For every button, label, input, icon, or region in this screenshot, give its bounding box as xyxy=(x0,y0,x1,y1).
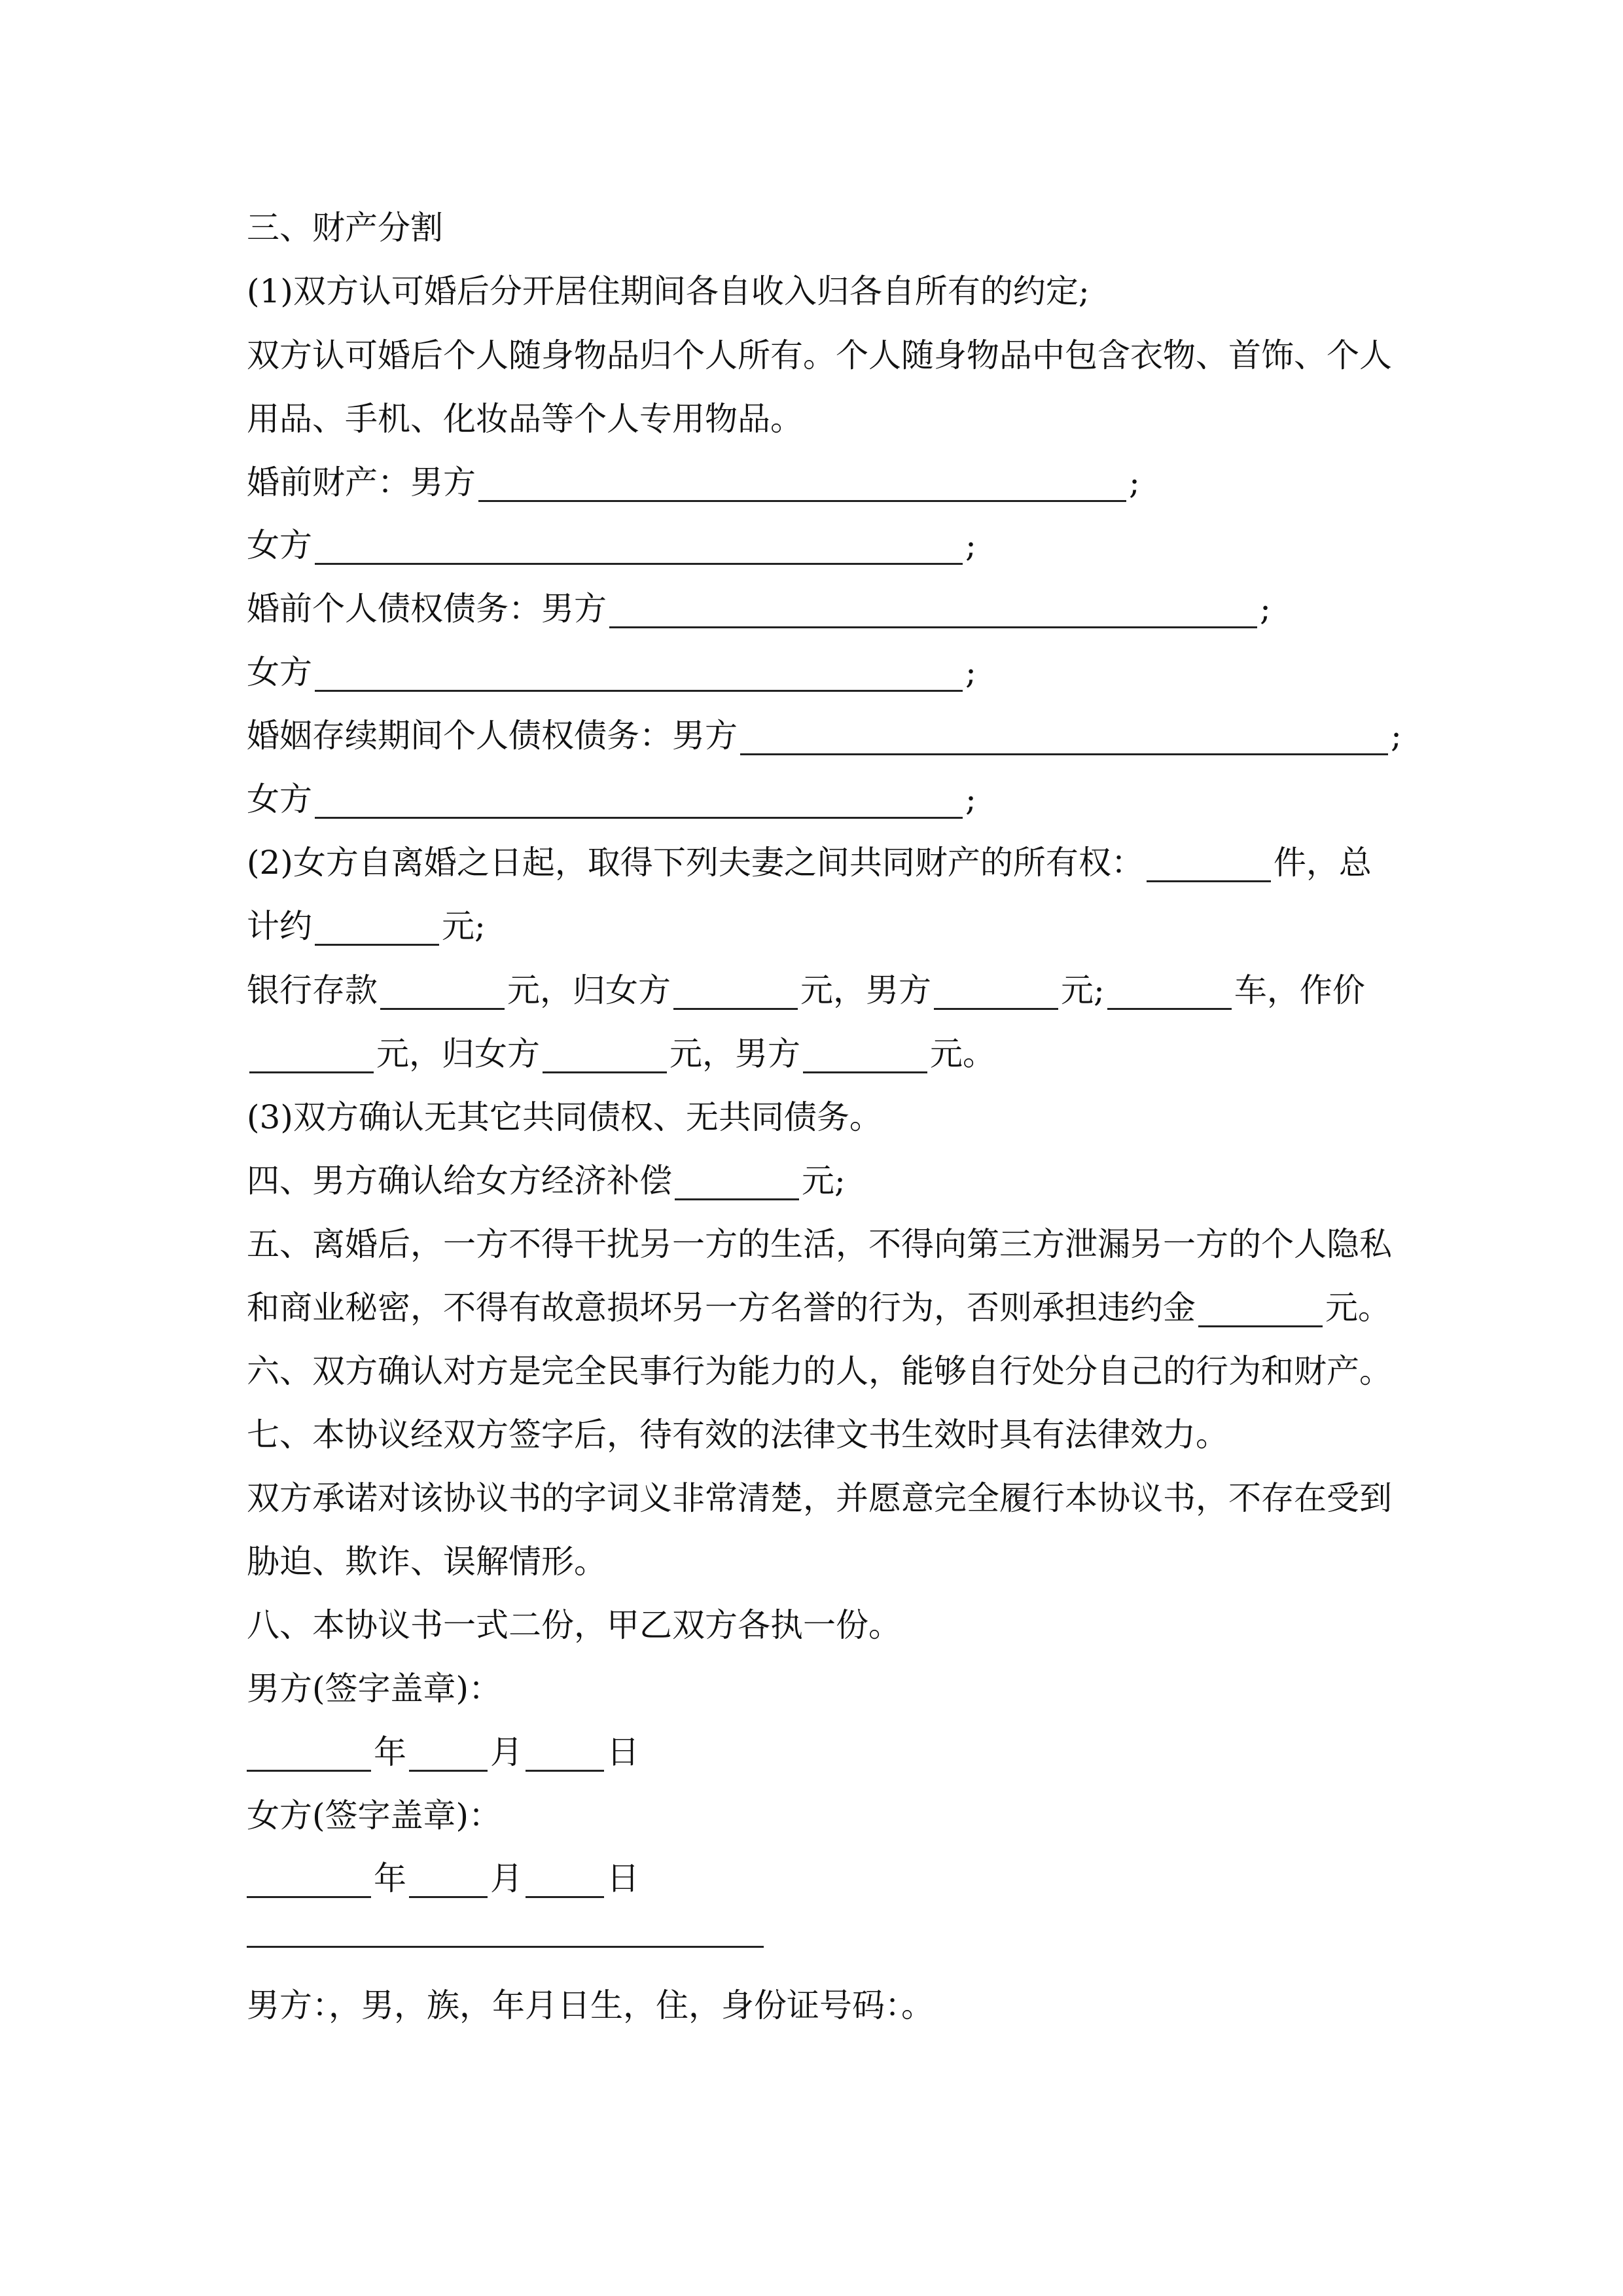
section-3-item-3: (3)双方确认无其它共同债权、无共同债务。 xyxy=(247,1098,882,1136)
premarital-debt-male-label: 婚前个人债权债务：男方 xyxy=(247,590,607,628)
marriage-debt-male-label: 婚姻存续期间个人债权债务：男方 xyxy=(247,717,738,755)
section-3-item-2-line-b: 计约 元; xyxy=(247,907,486,945)
property-total-blank[interactable] xyxy=(315,912,439,946)
marriage-debt-male-row: 婚姻存续期间个人债权债务：男方 ; xyxy=(247,717,1402,755)
car-value-row: 元，归女方 元，男方 元。 xyxy=(247,1034,995,1073)
female-signature-date: 年 月 日 xyxy=(247,1859,639,1898)
separator-line xyxy=(247,1922,764,1962)
section-3-item-2-line-a: (2)女方自离婚之日起，取得下列夫妻之间共同财产的所有权： 件，总 xyxy=(247,844,1372,882)
section-5-line-b: 和商业秘密，不得有故意损坏另一方名誉的行为，否则承担违约金 元。 xyxy=(247,1289,1391,1327)
bank-deposit-total-blank[interactable] xyxy=(380,977,505,1010)
bank-deposit-female-blank[interactable] xyxy=(673,977,798,1010)
premarital-debt-male-row: 婚前个人债权债务：男方 ; xyxy=(247,590,1271,628)
premarital-property-female-row: 女方 ; xyxy=(247,526,976,564)
commitment-line-b: 胁迫、欺诈、误解情形。 xyxy=(247,1543,607,1581)
car-female-blank[interactable] xyxy=(543,1040,667,1073)
premarital-property-male-label: 婚前财产：男方 xyxy=(247,463,476,501)
premarital-debt-female-blank[interactable] xyxy=(315,658,963,692)
bank-deposit-row: 银行存款 元，归女方 元，男方 元; 车，作价 xyxy=(247,971,1365,1009)
commitment-line-a: 双方承诺对该协议书的字词义非常清楚，并愿意完全履行本协议书，不存在受到 xyxy=(247,1479,1392,1517)
female-year-blank[interactable] xyxy=(247,1865,371,1898)
property-count-blank[interactable] xyxy=(1147,849,1271,882)
car-blank[interactable] xyxy=(1107,977,1232,1010)
section-5-line-a: 五、离婚后，一方不得干扰另一方的生活，不得向第三方泄漏另一方的个人隐私 xyxy=(247,1225,1392,1263)
marriage-debt-male-blank[interactable] xyxy=(740,722,1388,755)
premarital-property-male-blank[interactable] xyxy=(478,469,1126,502)
premarital-property-female-label: 女方 xyxy=(247,526,312,564)
marriage-debt-female-row: 女方 ; xyxy=(247,780,976,818)
section-7: 七、本协议经双方签字后，待有效的法律文书生效时具有法律效力。 xyxy=(247,1416,1228,1454)
male-signature-label: 男方(签字盖章)： xyxy=(247,1670,502,1708)
dash-separator xyxy=(247,1942,764,1948)
car-male-blank[interactable] xyxy=(803,1040,927,1073)
male-year-blank[interactable] xyxy=(247,1738,371,1772)
male-signature-date: 年 月 日 xyxy=(247,1732,639,1772)
penalty-blank[interactable] xyxy=(1198,1294,1323,1327)
premarital-debt-female-label: 女方 xyxy=(247,653,312,691)
premarital-debt-male-blank[interactable] xyxy=(609,595,1257,628)
compensation-blank[interactable] xyxy=(675,1167,799,1200)
marriage-debt-female-label: 女方 xyxy=(247,780,312,818)
premarital-debt-female-row: 女方 ; xyxy=(247,653,976,691)
personal-items-line-a: 双方认可婚后个人随身物品归个人所有。个人随身物品中包含衣物、首饰、个人 xyxy=(247,336,1392,374)
bank-deposit-male-blank[interactable] xyxy=(934,977,1058,1010)
section-3-item-1: (1)双方认可婚后分开居住期间各自收入归各自所有的约定; xyxy=(247,272,1090,310)
premarital-property-male-row: 婚前财产：男方 ; xyxy=(247,463,1140,501)
male-day-blank[interactable] xyxy=(526,1738,604,1772)
female-signature-label: 女方(签字盖章)： xyxy=(247,1797,502,1835)
marriage-debt-female-blank[interactable] xyxy=(315,785,963,819)
premarital-property-female-blank[interactable] xyxy=(315,531,963,565)
section-4: 四、男方确认给女方经济补偿 元; xyxy=(247,1162,846,1200)
female-month-blank[interactable] xyxy=(409,1865,488,1898)
footer-line: 男方：，男，族，年月日生，住，身份证号码：。 xyxy=(247,1986,934,2024)
personal-items-line-b: 用品、手机、化妆品等个人专用物品。 xyxy=(247,400,803,438)
section-3-heading: 三、财产分割 xyxy=(247,209,443,247)
male-month-blank[interactable] xyxy=(409,1738,488,1772)
female-day-blank[interactable] xyxy=(526,1865,604,1898)
section-6: 六、双方确认对方是完全民事行为能力的人，能够自行处分自己的行为和财产。 xyxy=(247,1352,1392,1390)
section-8: 八、本协议书一式二份，甲乙双方各执一份。 xyxy=(247,1606,901,1644)
car-value-blank[interactable] xyxy=(249,1040,374,1073)
